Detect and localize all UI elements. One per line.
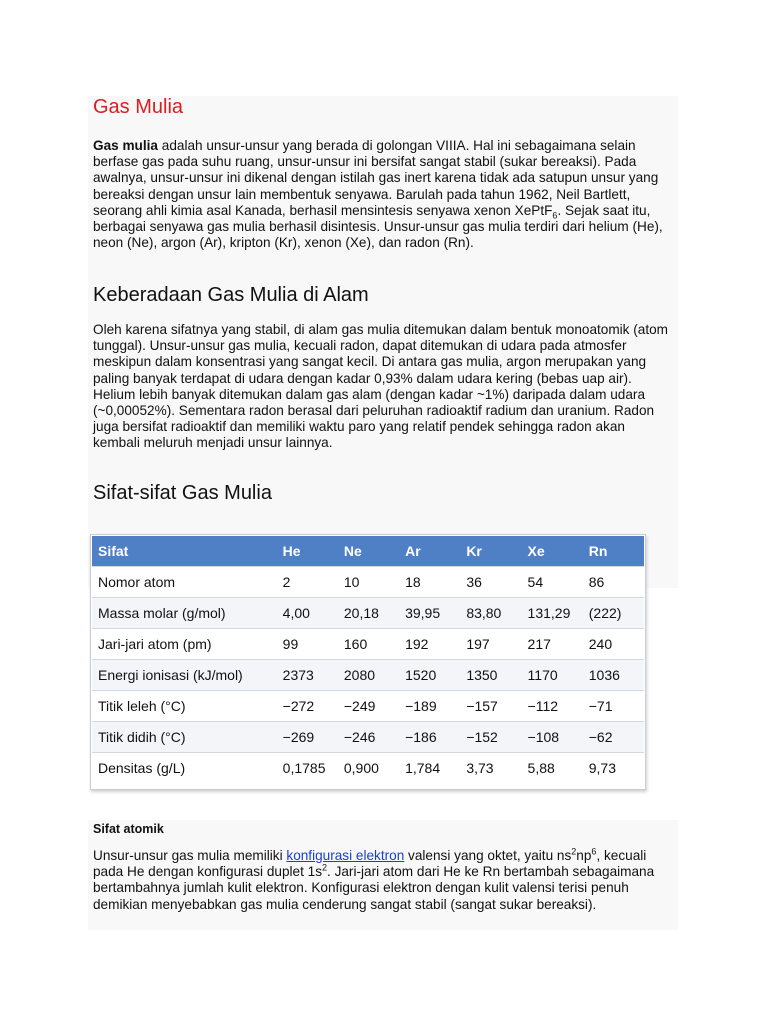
table-cell: −108	[522, 722, 583, 753]
table-cell: −152	[460, 722, 521, 753]
table-header-cell: Xe	[522, 536, 583, 567]
table-cell: 131,29	[522, 598, 583, 629]
intro-text-part1: adalah unsur-unsur yang berada di golongan VIIIA. Hal ini sebagaimana selain berfase gas pada suhu ruang, unsur-unsur ini bersifat sangat stabil (sukar bereaksi). Pada awalnya, unsur-unsur ini dikenal dengan istilah gas inert karena tidak ada satupun unsur yang bereaksi dengan unsur lain membentuk senyawa. Barulah pada tahun 1962, Neil Bartlett, seorang ahli kimia asal Kanada, berhasil mensintesis senyawa xenon XePtF	[93, 138, 659, 218]
table-cell: −269	[277, 722, 338, 753]
table-row	[92, 722, 644, 753]
properties-table-container	[90, 534, 646, 790]
table-cell: 2373	[277, 660, 338, 691]
atomik-sup-1: 2	[571, 846, 577, 857]
konfigurasi-elektron-link[interactable]: konfigurasi elektron	[286, 848, 405, 863]
table-cell: 1520	[399, 660, 460, 691]
table-cell: 83,80	[460, 598, 521, 629]
atomik-text-3: np	[576, 848, 592, 863]
table-header-row	[92, 536, 644, 567]
table-header-cell: He	[277, 536, 338, 567]
table-cell: 86	[583, 567, 644, 598]
table-cell: Titik leleh (°C)	[92, 691, 277, 722]
table-cell: 3,73	[460, 753, 521, 784]
table-cell: 240	[583, 629, 644, 660]
table-cell: 5,88	[522, 753, 583, 784]
table-header-cell: Sifat	[92, 536, 277, 567]
table-cell: Energi ionisasi (kJ/mol)	[92, 660, 277, 691]
table-cell: Jari-jari atom (pm)	[92, 629, 277, 660]
table-cell: −71	[583, 691, 644, 722]
table-cell: 10	[338, 567, 399, 598]
table-row	[92, 598, 644, 629]
table-cell: −249	[338, 691, 399, 722]
table-cell: 36	[460, 567, 521, 598]
table-cell: −189	[399, 691, 460, 722]
table-header-cell: Ar	[399, 536, 460, 567]
page-title: Gas Mulia	[93, 96, 184, 118]
intro-paragraph	[93, 138, 675, 251]
intro-bold-term: Gas mulia	[93, 138, 158, 153]
table-cell: −157	[460, 691, 521, 722]
table-header-cell: Rn	[583, 536, 644, 567]
atomik-sup-2: 6	[591, 846, 597, 857]
table-row	[92, 629, 644, 660]
table-cell: 1,784	[399, 753, 460, 784]
table-cell: 2080	[338, 660, 399, 691]
table-cell: 39,95	[399, 598, 460, 629]
table-cell: 18	[399, 567, 460, 598]
table-cell: Nomor atom	[92, 567, 277, 598]
subheading-sifat-atomik: Sifat atomik	[93, 822, 164, 836]
table-cell: Densitas (g/L)	[92, 753, 277, 784]
table-cell: 1036	[583, 660, 644, 691]
table-row	[92, 660, 644, 691]
table-cell: 4,00	[277, 598, 338, 629]
atomik-sup-3: 2	[322, 862, 328, 873]
table-cell: −62	[583, 722, 644, 753]
table-cell: 54	[522, 567, 583, 598]
atomik-text-5: . Jari-jari atom dari He ke Rn bertambah sebagaimana bertambahnya jumlah kulit elektron. Konfigurasi elektron dengan kulit valensi terisi penuh demikian menyebabkan gas mulia cenderung sangat stabil (sangat sukar bereaksi).	[93, 864, 655, 912]
intro-text-part2: . Sejak saat itu, berbagai senyawa gas mulia berhasil disintesis. Unsur-unsur gas mulia terdiri dari helium (He), neon (Ne), argon (Ar), kripton (Kr), xenon (Xe), dan radon (Rn).	[93, 202, 663, 251]
table-row	[92, 691, 644, 722]
table-cell: 2	[277, 567, 338, 598]
table-row	[92, 567, 644, 598]
paragraph-keberadaan: Oleh karena sifatnya yang stabil, di alam gas mulia ditemukan dalam bentuk monoatomik (atom tunggal). Unsur-unsur gas mulia, kecuali radon, dapat ditemukan di udara pada atmosfer meskipun dalam konsentrasi yang sangat kecil. Di antara gas mulia, argon merupakan yang paling banyak terdapat di udara dengan kadar 0,93% dalam udara kering (bebas uap air). Helium lebih banyak ditemukan dalam gas alam (dengan kadar ~1%) daripada dalam udara (~0,00052%). Sementara radon berasal dari peluruhan radioaktif radium dan uranium. Radon juga bersifat radioaktif dan memiliki waktu paro yang relatif pendek sehingga radon akan kembali meluruh menjadi unsur lainnya.	[93, 322, 669, 451]
table-cell: −246	[338, 722, 399, 753]
heading-sifat: Sifat-sifat Gas Mulia	[93, 482, 272, 504]
table-cell: 0,1785	[277, 753, 338, 784]
table-row	[92, 753, 644, 784]
table-header-cell: Kr	[460, 536, 521, 567]
table-cell: 99	[277, 629, 338, 660]
heading-keberadaan: Keberadaan Gas Mulia di Alam	[93, 284, 369, 306]
paragraph-sifat-atomik	[93, 848, 675, 913]
properties-table	[92, 536, 644, 783]
atomik-text-4: , kecuali pada He dengan konfigurasi duplet 1s	[93, 848, 647, 880]
table-cell: 197	[460, 629, 521, 660]
table-cell: 0,900	[338, 753, 399, 784]
table-cell: 217	[522, 629, 583, 660]
table-cell: −272	[277, 691, 338, 722]
table-cell: (222)	[583, 598, 644, 629]
table-cell: 1170	[522, 660, 583, 691]
table-cell: 9,73	[583, 753, 644, 784]
table-cell: −186	[399, 722, 460, 753]
atomik-text-1: Unsur-unsur gas mulia memiliki	[93, 848, 287, 863]
table-cell: 1350	[460, 660, 521, 691]
table-cell: Massa molar (g/mol)	[92, 598, 277, 629]
intro-subscript: 6	[552, 210, 558, 221]
table-cell: −112	[522, 691, 583, 722]
table-cell: 192	[399, 629, 460, 660]
atomik-text-2: valensi yang oktet, yaitu ns	[404, 848, 572, 863]
table-header-cell: Ne	[338, 536, 399, 567]
table-cell: 20,18	[338, 598, 399, 629]
table-cell: Titik didih (°C)	[92, 722, 277, 753]
table-cell: 160	[338, 629, 399, 660]
